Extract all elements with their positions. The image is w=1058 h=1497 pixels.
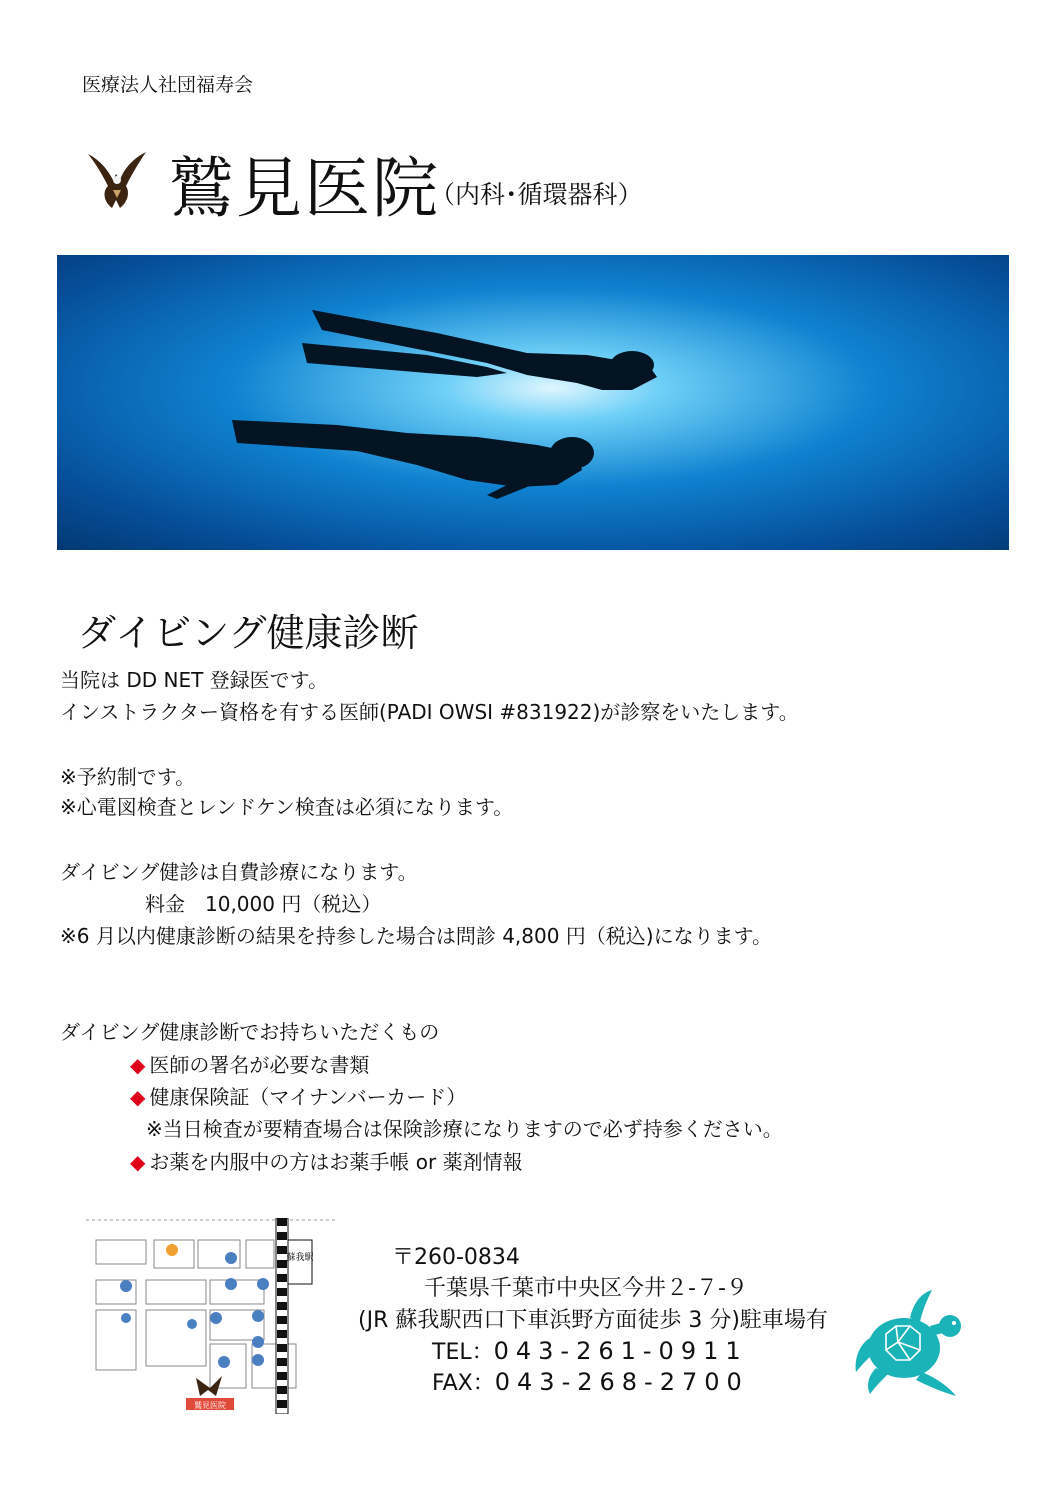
eagle-logo-icon bbox=[86, 150, 148, 210]
clinic-departments: （内科･循環器科） bbox=[430, 180, 643, 209]
diamond-bullet-icon: ◆ bbox=[130, 1053, 146, 1077]
bring-item-label: 医師の署名が必要な書類 bbox=[149, 1053, 370, 1077]
access-map bbox=[86, 1218, 338, 1414]
bring-item bbox=[130, 1146, 523, 1175]
address: 千葉県千葉市中央区今井２-７-９ bbox=[424, 1276, 748, 1301]
organization-name: 医療法人社団福寿会 bbox=[82, 74, 254, 96]
diamond-bullet-icon: ◆ bbox=[130, 1085, 146, 1109]
section-heading: ダイビング健康診断 bbox=[78, 611, 419, 655]
divers-photo bbox=[57, 255, 1009, 550]
bring-item bbox=[130, 1049, 369, 1078]
diamond-bullet-icon: ◆ bbox=[130, 1150, 146, 1174]
clinic-name: 鷲見医院 bbox=[168, 150, 440, 227]
tel-number[interactable]: 043-261-0911 bbox=[493, 1337, 748, 1365]
text-line: インストラクター資格を有する医師(PADI OWSI #831922)が診察をいたします。 bbox=[60, 700, 799, 724]
tel-label: TEL： bbox=[432, 1340, 494, 1365]
bring-item bbox=[130, 1081, 466, 1110]
bring-note: ※当日検査が要精査場合は保険診療になりますので必ず持参ください。 bbox=[146, 1117, 783, 1141]
text-line: ※予約制です。 bbox=[60, 765, 196, 789]
access-note: (JR 蘇我駅西口下車浜野方面徒歩 3 分)駐車場有 bbox=[358, 1308, 828, 1333]
map-clinic-label: 鷲見医院 bbox=[194, 1401, 226, 1410]
fax-number: 043-268-2700 bbox=[494, 1368, 749, 1396]
bring-item-label: 健康保険証（マイナンバーカード） bbox=[149, 1085, 467, 1109]
postal-code: 〒260-0834 bbox=[392, 1245, 520, 1270]
text-line: ※6 月以内健康診断の結果を持参した場合は問診 4,800 円（税込)になります。 bbox=[60, 924, 773, 948]
fax-label: FAX： bbox=[432, 1371, 495, 1396]
text-line: ダイビング健診は自費診療になります。 bbox=[60, 860, 418, 884]
text-line: 当院は DD NET 登録医です。 bbox=[60, 668, 329, 692]
turtle-icon bbox=[852, 1288, 972, 1398]
bring-item-label: お薬を内服中の方はお薬手帳 or 薬剤情報 bbox=[149, 1150, 523, 1174]
fax-row bbox=[432, 1366, 749, 1397]
tel-row bbox=[432, 1335, 748, 1366]
text-line: ※心電図検査とレンドケン検査は必須になります。 bbox=[60, 795, 514, 819]
fee-line: 料金 10,000 円（税込） bbox=[145, 892, 382, 916]
station-label: 蘇我駅 bbox=[286, 1253, 314, 1263]
bring-title: ダイビング健康診断でお持ちいただくもの bbox=[60, 1020, 440, 1044]
